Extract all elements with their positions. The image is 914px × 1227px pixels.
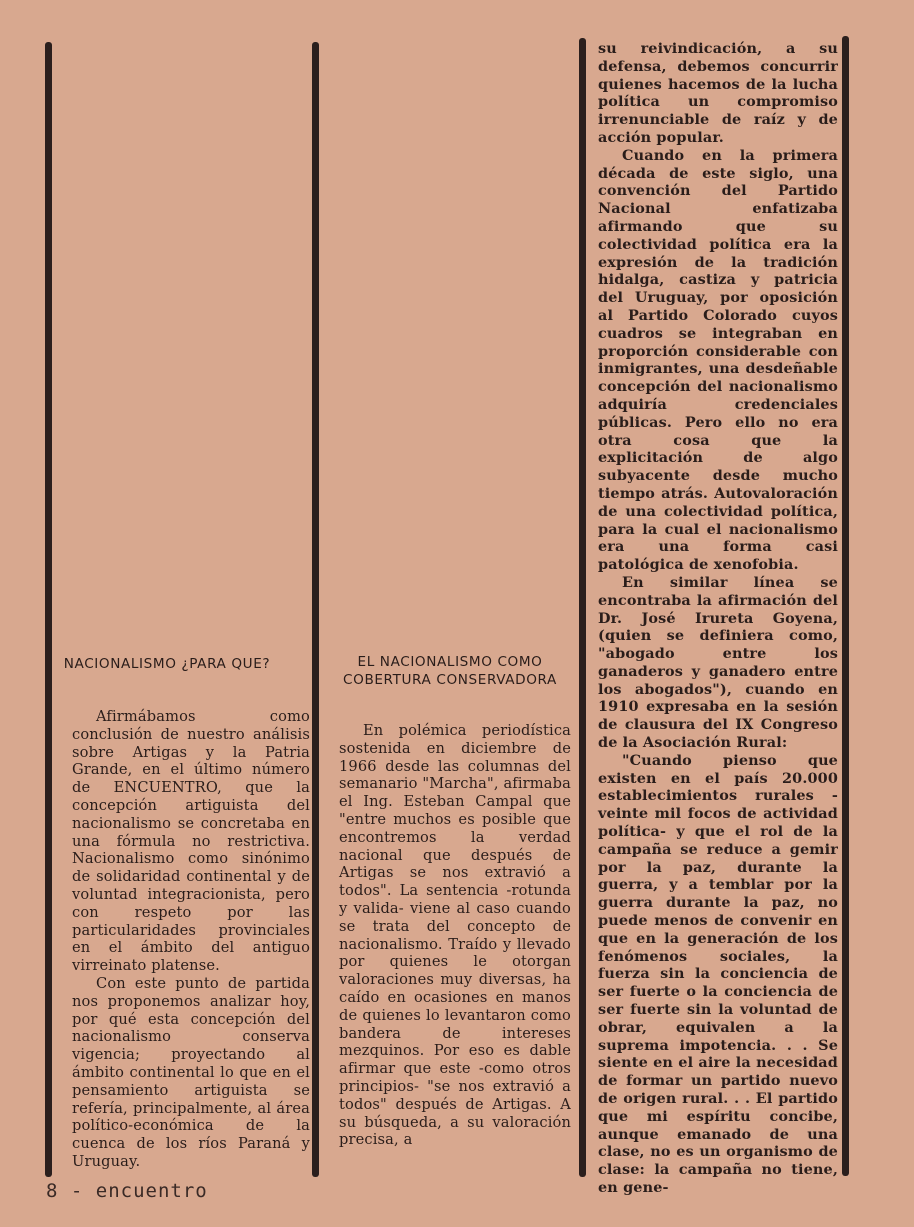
col3-paragraph: En similar línea se encontraba la afirmación del Dr. José Irureta Goyena, (quien se definiera como, "abogado entre los ganaderos y ganadero entre los abogados"), cuando en 1910 expresaba en la sesión de clausura del IX Congreso de la Asociación Rural:	[598, 573, 838, 752]
col1-paragraph: Afirmábamos como conclusión de nuestro análisis sobre Artigas y la Patria Grande, en el último número de ENCUENTRO, que la concepción artiguista del nacionalismo se concretaba en una fórmula no restrictiva. Nacionalismo como sinónimo de solidaridad continental y de voluntad integracionista, pero con respeto por las particularidades provinciales en el ámbito del antiguo virreinato platense.	[72, 708, 310, 975]
col1-body	[72, 708, 310, 1171]
col2-body	[339, 722, 571, 1149]
col2-paragraph: En polémica periodística sostenida en diciembre de 1966 desde las columnas del semanario "Marcha", afirmaba el Ing. Esteban Campal que "entre muchos es posible que encontremos la verdad nacional que después de Artigas se nos extravió a todos". La sentencia -rotunda y valida- viene al caso cuando se trata del concepto de nacionalismo. Traído y llevado por quienes le otorgan valoraciones muy diversas, ha caído en ocasiones en manos de quienes lo levantaron como bandera de intereses mezquinos. Por eso es dable afirmar que este -como otros principios- "se nos extravió a todos" después de Artigas. A su búsqueda, a su valoración precisa, a	[339, 722, 571, 1149]
col1-paragraph: Con este punto de partida nos proponemos analizar hoy, por qué esta concepción del nacionalismo conserva vigencia; proyectando al ámbito continental lo que en el pensamiento artiguista se refería, principalmente, al área político-económica de la cuenca de los ríos Paraná y Uruguay.	[72, 974, 310, 1170]
column-rule-left	[45, 42, 52, 1177]
column-rule-middle-left	[312, 42, 319, 1177]
col3-paragraph: "Cuando pienso que existen en el país 20.000 establecimientos rurales -veinte mil focos de actividad política- y que el rol de la campaña se reduce a gemir por la paz, durante la guerra, y a temblar por la guerra durante la paz, no puede menos de convenir en que en la generación de los fenómenos sociales, la fuerza sin la conciencia de ser fuerte o la conciencia de ser fuerte sin la voluntad de obrar, equivalen a la suprema impotencia. . . Se siente en el aire la necesidad de formar un partido nuevo de origen rural. . . El partido que mi espíritu concibe, aunque emanado de una clase, no es un organismo de clase: la campaña no tiene, en gene-	[598, 751, 838, 1196]
page-footer: 8 - encuentro	[46, 1180, 208, 1202]
column-rule-middle-right	[579, 38, 586, 1177]
column-rule-right	[842, 36, 849, 1176]
col1-heading: NACIONALISMO ¿PARA QUE?	[63, 656, 271, 672]
col3-paragraph: su reivindicación, a su defensa, debemos concurrir quienes hacemos de la lucha política un compromiso irrenunciable de raíz y de acción popular.	[598, 40, 838, 146]
col2-heading: EL NACIONALISMO COMO COBERTURA CONSERVADORA	[343, 654, 557, 688]
col3-paragraph: Cuando en la primera década de este siglo, una convención del Partido Nacional enfatizaba afirmando que su colectividad política era la expresión de la tradición hidalga, castiza y patricia del Uruguay, por oposición al Partido Colorado cuyos cuadros se integraban en proporción considerable con inmigrantes, una desdeñable concepción del nacionalismo adquiría credenciales públicas. Pero ello no era otra cosa que la explicitación de algo subyacente desde mucho tiempo atrás. Autovaloración de una colectividad política, para la cual el nacionalismo era una forma casi patológica de xenofobia.	[598, 146, 838, 574]
col3-body	[598, 40, 838, 1197]
